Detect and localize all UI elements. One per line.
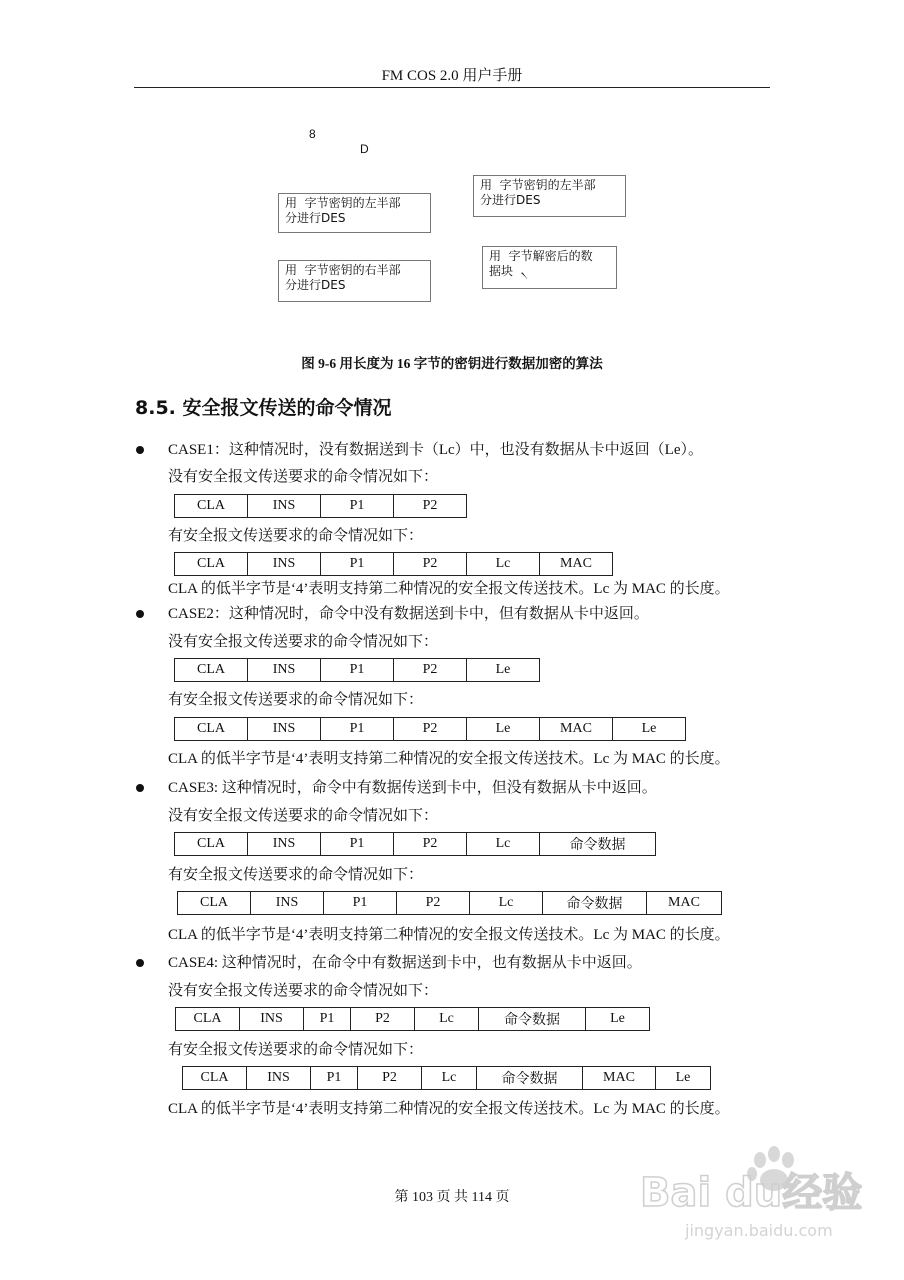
apdu-cell: INS xyxy=(248,553,321,576)
apdu-cell: Lc xyxy=(422,1067,477,1090)
case2-no-secure-table xyxy=(174,658,540,682)
apdu-cell: INS xyxy=(247,1067,311,1090)
apdu-cell: P2 xyxy=(394,495,467,518)
decrypted-block-box: 用 字节解密后的数 据块 ৲ xyxy=(482,246,617,289)
apdu-cell: P2 xyxy=(351,1008,415,1031)
case1-item xyxy=(168,440,703,460)
apdu-cell: INS xyxy=(248,659,321,682)
page-header: FM COS 2.0 用户手册 xyxy=(381,68,523,84)
apdu-cell: 命令数据 xyxy=(543,892,647,915)
page-footer: 第 103 页 共 114 页 xyxy=(394,1190,510,1205)
case1-secure-label: 有安全报文传送要求的命令情况如下： xyxy=(168,528,424,544)
apdu-cell: MAC xyxy=(540,718,613,741)
case4-secure-table xyxy=(182,1066,711,1090)
case3-no-secure-label: 没有安全报文传送要求的命令情况如下： xyxy=(168,808,439,824)
bullet-dot xyxy=(136,446,144,454)
apdu-cell: CLA xyxy=(176,1008,240,1031)
apdu-cell: 命令数据 xyxy=(479,1008,586,1031)
apdu-cell: P2 xyxy=(358,1067,422,1090)
case1-secure-table xyxy=(174,552,613,576)
apdu-cell: P1 xyxy=(321,553,394,576)
case2-secure-label: 有安全报文传送要求的命令情况如下： xyxy=(168,692,424,708)
apdu-cell: Lc xyxy=(415,1008,479,1031)
apdu-cell: CLA xyxy=(175,833,248,856)
apdu-cell: CLA xyxy=(175,718,248,741)
apdu-cell: CLA xyxy=(175,495,248,518)
case3-secure-label: 有安全报文传送要求的命令情况如下： xyxy=(168,867,424,883)
case4-item xyxy=(168,953,642,973)
apdu-cell: Lc xyxy=(470,892,543,915)
case3-note: CLA 的低半字节是‘4’表明支持第二种情况的安全报文传送技术。Lc 为 MAC 的长度。 xyxy=(168,927,730,943)
des-box-left-half-2: 用 字节密钥的左半部 分进行DES xyxy=(473,175,626,217)
des-box-left-half-1: 用 字节密钥的左半部 分进行DES xyxy=(278,193,431,233)
apdu-cell: P2 xyxy=(394,718,467,741)
apdu-cell: Lc xyxy=(467,553,540,576)
case3-no-secure-table xyxy=(174,832,656,856)
apdu-cell: P1 xyxy=(321,659,394,682)
apdu-cell: 命令数据 xyxy=(477,1067,583,1090)
apdu-cell: INS xyxy=(251,892,324,915)
apdu-cell: Le xyxy=(613,718,686,741)
figure-fragment: D xyxy=(360,142,369,156)
apdu-cell: Le xyxy=(656,1067,711,1090)
case3-item xyxy=(168,778,657,798)
apdu-cell: P2 xyxy=(394,553,467,576)
watermark-url: jingyan.baidu.com xyxy=(685,1221,833,1240)
apdu-cell: CLA xyxy=(175,659,248,682)
bullet-dot xyxy=(136,784,144,792)
case2-note: CLA 的低半字节是‘4’表明支持第二种情况的安全报文传送技术。Lc 为 MAC 的长度。 xyxy=(168,751,730,767)
case1-no-secure-label: 没有安全报文传送要求的命令情况如下： xyxy=(168,469,439,485)
section-title: 8.5. 安全报文传送的命令情况 xyxy=(135,397,392,419)
case4-note: CLA 的低半字节是‘4’表明支持第二种情况的安全报文传送技术。Lc 为 MAC 的长度。 xyxy=(168,1101,730,1117)
apdu-cell: Le xyxy=(467,718,540,741)
apdu-cell: 命令数据 xyxy=(540,833,656,856)
apdu-cell: P1 xyxy=(321,718,394,741)
apdu-cell: P2 xyxy=(397,892,470,915)
apdu-cell: P1 xyxy=(304,1008,351,1031)
watermark-brand: Bai du经验 xyxy=(640,1170,863,1216)
apdu-cell: P1 xyxy=(321,833,394,856)
apdu-cell: Le xyxy=(467,659,540,682)
case2-secure-table xyxy=(174,717,686,741)
apdu-cell: P2 xyxy=(394,833,467,856)
apdu-cell: Lc xyxy=(467,833,540,856)
case1-title: CASE1：这种情况时，没有数据送到卡（Lc）中，也没有数据从卡中返回（Le）。 xyxy=(168,442,703,458)
case2-item xyxy=(168,604,649,624)
apdu-cell: INS xyxy=(248,495,321,518)
apdu-cell: MAC xyxy=(583,1067,656,1090)
apdu-cell: MAC xyxy=(647,892,722,915)
bullet-dot xyxy=(136,610,144,618)
apdu-cell: CLA xyxy=(175,553,248,576)
des-box-right-half: 用 字节密钥的右半部 分进行DES xyxy=(278,260,431,302)
case4-title: CASE4: 这种情况时，在命令中有数据送到卡中，也有数据从卡中返回。 xyxy=(168,955,642,971)
case4-secure-label: 有安全报文传送要求的命令情况如下： xyxy=(168,1042,424,1058)
figure-caption: 图 9-6 用长度为 16 字节的密钥进行数据加密的算法 xyxy=(301,356,603,371)
apdu-cell: P2 xyxy=(394,659,467,682)
case2-title: CASE2：这种情况时，命令中没有数据送到卡中，但有数据从卡中返回。 xyxy=(168,606,649,622)
apdu-cell: INS xyxy=(240,1008,304,1031)
apdu-cell: CLA xyxy=(178,892,251,915)
case1-note: CLA 的低半字节是‘4’表明支持第二种情况的安全报文传送技术。Lc 为 MAC 的长度。 xyxy=(168,581,730,597)
apdu-cell: INS xyxy=(248,833,321,856)
apdu-cell: CLA xyxy=(183,1067,247,1090)
apdu-cell: P1 xyxy=(324,892,397,915)
apdu-cell: INS xyxy=(248,718,321,741)
case1-no-secure-table xyxy=(174,494,467,518)
apdu-cell: P1 xyxy=(311,1067,358,1090)
apdu-cell: P1 xyxy=(321,495,394,518)
figure-fragment: 8 xyxy=(309,127,316,141)
apdu-cell: MAC xyxy=(540,553,613,576)
case2-no-secure-label: 没有安全报文传送要求的命令情况如下： xyxy=(168,634,439,650)
baidu-watermark xyxy=(640,1138,870,1248)
case3-secure-table xyxy=(177,891,722,915)
case4-no-secure-table xyxy=(175,1007,650,1031)
apdu-cell: Le xyxy=(586,1008,650,1031)
case3-title: CASE3: 这种情况时，命令中有数据传送到卡中，但没有数据从卡中返回。 xyxy=(168,780,657,796)
case4-no-secure-label: 没有安全报文传送要求的命令情况如下： xyxy=(168,983,439,999)
header-rule xyxy=(134,87,770,88)
bullet-dot xyxy=(136,959,144,967)
